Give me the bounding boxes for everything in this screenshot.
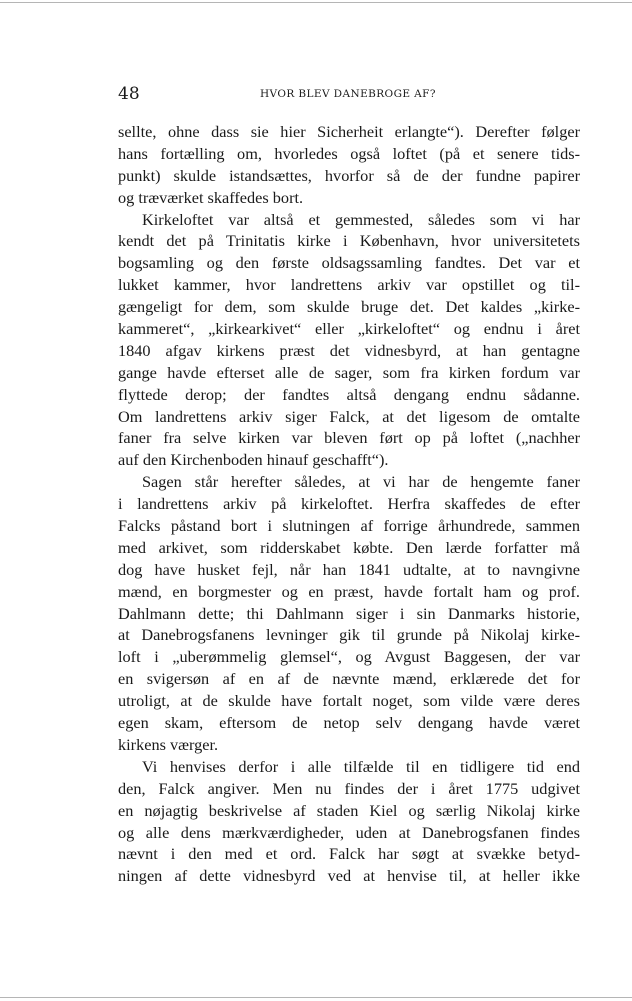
text-line: den, Falck angiver. Men nu findes der i året 1775 udgivet [118,778,580,798]
text-line: flyttede derop; der fandtes altså dengang endnu sådanne. [118,384,580,404]
page-header [118,84,580,104]
text-line: Sagen står herefter således, at vi har de hengemte faner [142,472,580,492]
text-line: Dahlmann dette; thi Dahlmann siger i sin Danmarks historie, [118,603,580,623]
text-line: lukket kammer, hvor landrettens arkiv var opstillet og til- [118,275,580,295]
text-line: utroligt, at de skulde have fortalt noget, som vilde være deres [118,691,580,711]
text-line: Vi henvises derfor i alle tilfælde til en tidligere tid end [142,756,580,776]
text-line: gange havde efterset alle de sager, som fra kirken fordum var [118,362,580,382]
text-line: hans fortælling om, hvorledes også loftet (på et senere tids- [118,143,580,163]
running-title: HVOR BLEV DANEBROGE AF? [260,88,436,100]
text-line: sellte, ohne dass sie hier Sicherheit erlangte“). Derefter følger [118,122,580,141]
text-line: og træværket skaffedes bort. [118,187,304,207]
text-line: en nøjagtig beskrivelse af staden Kiel og særlig Nikolaj kirke [118,800,580,820]
text-line: Kirkeloftet var altså et gemmested, således som vi har [142,209,580,229]
text-line: faner fra selve kirken var bleven ført op på loftet („nachher [118,428,580,448]
text-line: kendt det på Trinitatis kirke i København, hvor universitetets [118,231,580,251]
text-line: loft i „uberømmelig glemsel“, og Avgust Baggesen, der var [118,647,580,667]
text-line: Falcks påstand bort i slutningen af forrige århundrede, sammen [118,516,580,536]
text-line: punkt) skulde istandsættes, hvorfor så de der fundne papirer [118,165,580,185]
text-line: med arkivet, som ridderskabet købte. Den lærde forfatter må [118,537,580,557]
text-line: i landrettens arkiv på kirkeloftet. Herfra skaffedes de efter [118,494,580,514]
page-number: 48 [118,84,140,104]
text-line: auf den Kirchenboden hinauf geschafft“). [118,450,389,470]
text-line: gængeligt for dem, som skulde bruge det. Det kaldes „kirke- [118,297,580,317]
text-line: egen skam, eftersom de netop selv dengang havde været [118,713,580,733]
text-line: kirkens værger. [118,734,219,754]
text-line: en svigersøn af en af de nævnte mænd, erklærede det for [118,669,580,689]
text-line: at Danebrogsfanens levninger gik til grunde på Nikolaj kirke- [118,625,580,645]
text-line: bogsamling og den første oldsagssamling fandtes. Det var et [118,253,580,273]
scan-edge-bottom [0,997,632,998]
text-line: ningen af dette vidnesbyrd ved at henvise til, at heller ikke [118,866,580,886]
text-line: og alle dens mærkværdigheder, uden at Danebrogsfanen findes [118,822,580,842]
scan-edge-top [0,2,632,3]
text-line: kammeret“, „kirkearkivet“ eller „kirkeloftet“ og endnu i året [118,319,580,339]
text-line: mænd, en borgmester og en præst, havde fortalt ham og prof. [118,581,580,601]
text-line: dog have husket fejl, når han 1841 udtalte, at to navngivne [118,559,580,579]
text-line: Om landrettens arkiv siger Falck, at det ligesom de omtalte [118,406,580,426]
text-line: 1840 afgav kirkens præst det vidnesbyrd, at han gentagne [118,340,580,360]
body-text [118,121,580,887]
text-line: nævnt i den med et ord. Falck har søgt at svække betyd- [118,844,580,864]
